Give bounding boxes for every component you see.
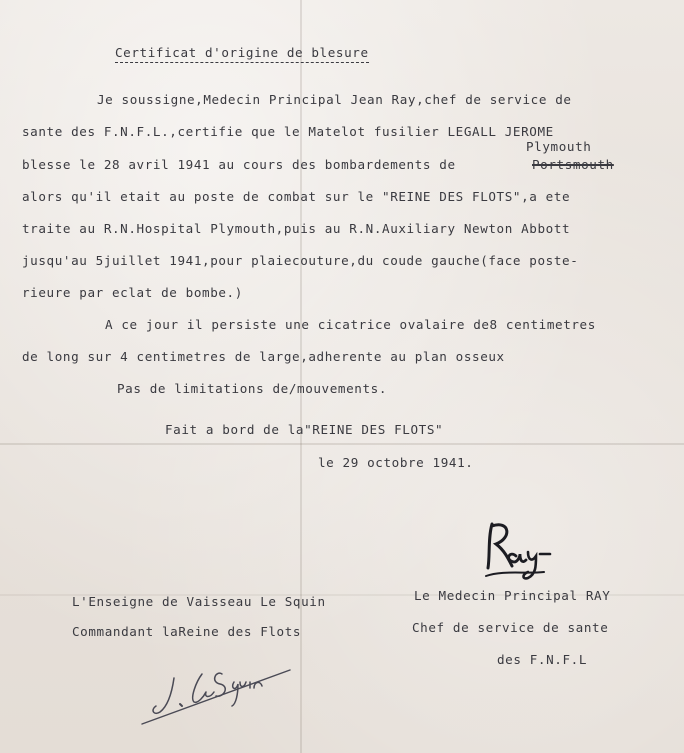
- fold-crease-horizontal: [0, 443, 684, 445]
- body-line-8: A ce jour il persiste une cicatrice ovalaire de8 centimetres: [105, 317, 596, 332]
- body-line-4: alors qu'il etait au poste de combat sur le "REINE DES FLOTS",a ete: [22, 189, 571, 204]
- body-line-1: Je soussigne,Medecin Principal Jean Ray,chef de service de: [97, 92, 572, 107]
- body-line-6: jusqu'au 5juillet 1941,pour plaiecouture,du coude gauche(face poste-: [22, 253, 579, 268]
- left-signatory-line-2: Commandant laReine des Flots: [72, 624, 302, 639]
- signature-ray: [482, 516, 562, 582]
- inserted-correction: Plymouth: [526, 139, 592, 154]
- body-line-5: traite au R.N.Hospital Plymouth,puis au R.N.Auxiliary Newton Abbott: [22, 221, 571, 236]
- left-signatory-line-1: L'Enseigne de Vaisseau Le Squin: [72, 594, 326, 609]
- right-signatory-line-3: des F.N.F.L: [497, 652, 588, 667]
- body-line-7: rieure par eclat de bombe.): [22, 285, 243, 300]
- body-line-9: de long sur 4 centimetres de large,adherente au plan osseux: [22, 349, 505, 364]
- place-line: Fait a bord de la"REINE DES FLOTS": [165, 422, 444, 437]
- signature-le-squin: [140, 652, 300, 726]
- body-line-2: sante des F.N.F.L.,certifie que le Matelot fusilier LEGALL JEROME: [22, 124, 554, 139]
- document-title: Certificat d'origine de blesure: [115, 45, 369, 63]
- body-line-10: Pas de limitations de/mouvements.: [117, 381, 388, 396]
- body-line-3: blesse le 28 avril 1941 au cours des bombardements de: [22, 157, 456, 172]
- right-signatory-line-1: Le Medecin Principal RAY: [414, 588, 611, 603]
- fold-crease-vertical: [300, 0, 302, 753]
- right-signatory-line-2: Chef de service de sante: [412, 620, 609, 635]
- struck-word: Portsmouth: [532, 157, 614, 172]
- date-line: le 29 octobre 1941.: [318, 455, 474, 470]
